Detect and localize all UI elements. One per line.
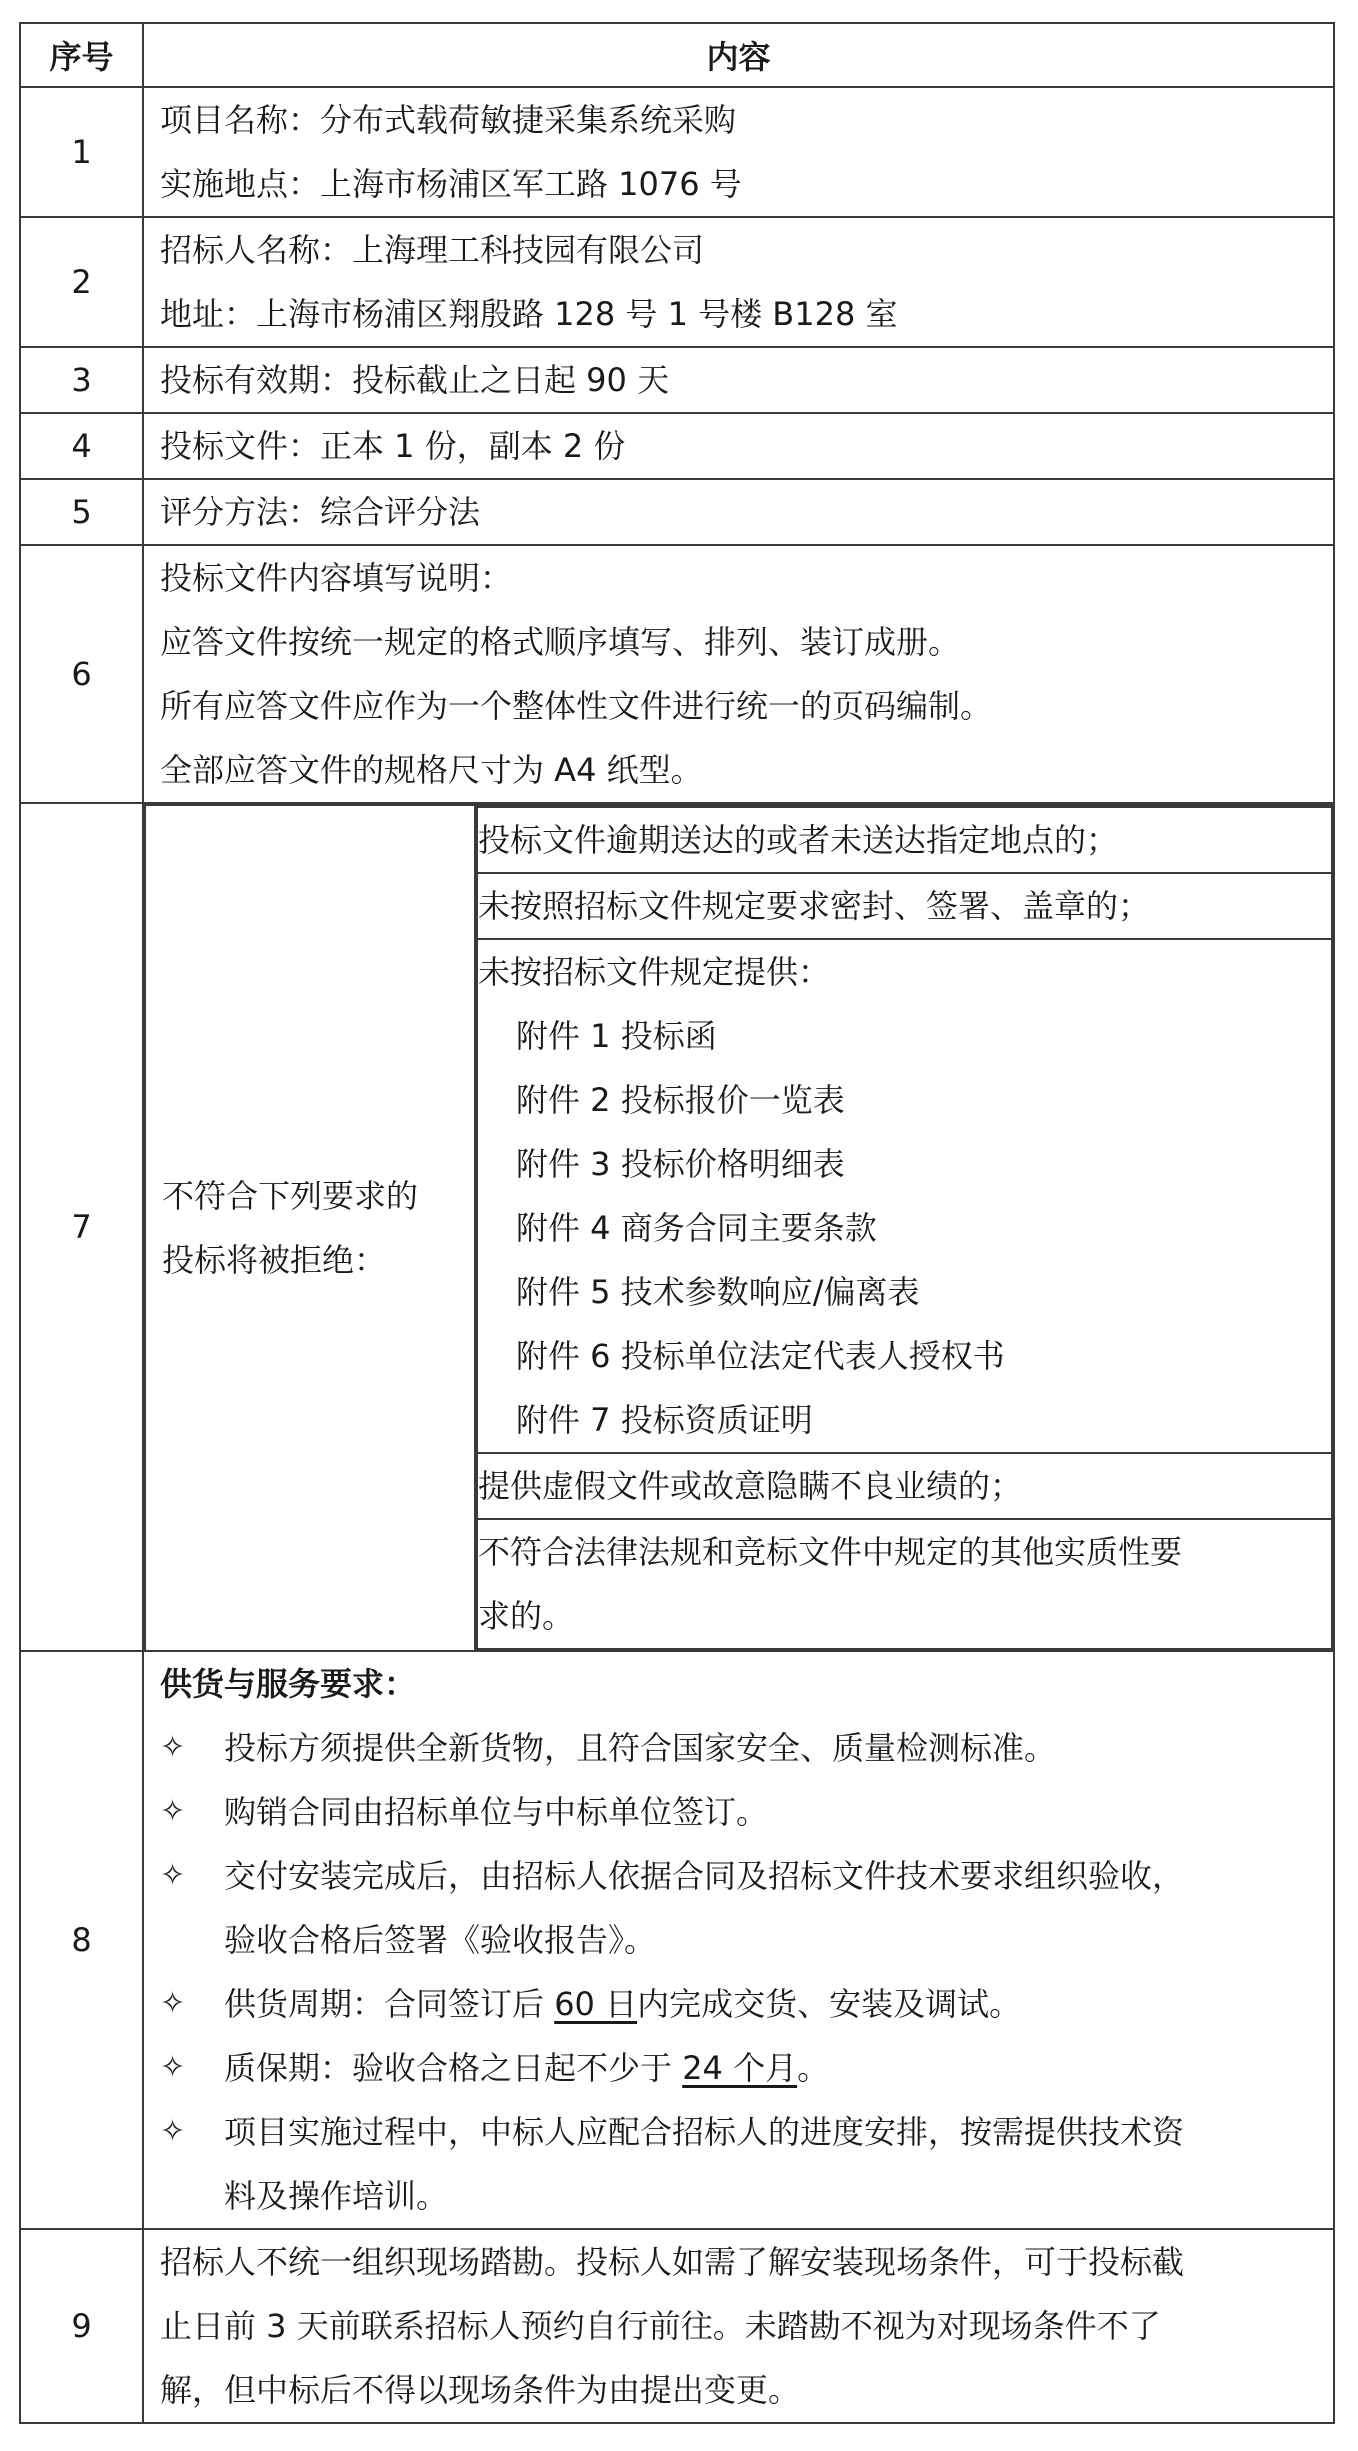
tenderer-name: 招标人名称：上海理工科技园有限公司 — [160, 231, 705, 269]
delivery-period: 60 日 — [554, 1985, 638, 2023]
service-requirements-title: 供货与服务要求： — [160, 1665, 417, 1703]
row-number: 8 — [20, 1651, 143, 2229]
instruction-line: 全部应答文件的规格尺寸为 A4 纸型。 — [160, 751, 703, 789]
bid-validity: 投标有效期：投标截止之日起 90 天 — [160, 361, 670, 399]
row-number: 9 — [20, 2229, 143, 2423]
rejection-label-line: 投标将被拒绝： — [162, 1241, 387, 1279]
rejection-item: 提供虚假文件或故意隐瞒不良业绩的； — [477, 1453, 1332, 1519]
row-number: 6 — [20, 545, 143, 803]
instruction-line: 应答文件按统一规定的格式顺序填写、排列、装订成册。 — [160, 623, 961, 661]
list-item: ✧ 购销合同由招标单位与中标单位签订。 — [160, 1780, 1333, 1844]
scoring-method: 评分方法：综合评分法 — [160, 493, 481, 531]
rejection-items — [475, 805, 1334, 1650]
instructions-title: 投标文件内容填写说明： — [160, 559, 513, 597]
attachment-item: 附件 3 投标价格明细表 — [516, 1145, 845, 1183]
header-content: 内容 — [143, 23, 1334, 87]
row-content — [143, 87, 1334, 217]
rejection-subtable — [144, 804, 1335, 1650]
project-name: 项目名称：分布式载荷敏捷采集系统采购 — [160, 101, 737, 139]
row-number: 1 — [20, 87, 143, 217]
tender-table — [19, 22, 1335, 2424]
site-visit-line: 止日前 3 天前联系招标人预约自行前往。未踏勘不视为对现场条件不了 — [160, 2307, 1161, 2345]
table-row — [20, 545, 1334, 803]
row-number: 7 — [20, 803, 143, 1651]
tenderer-address: 地址：上海市杨浦区翔殷路 128 号 1 号楼 B128 室 — [160, 295, 898, 333]
row-content — [143, 413, 1334, 479]
location: 实施地点：上海市杨浦区军工路 1076 号 — [160, 165, 742, 203]
row-number: 5 — [20, 479, 143, 545]
row-number: 2 — [20, 217, 143, 347]
site-visit-line: 解，但中标后不得以现场条件为由提出变更。 — [160, 2371, 801, 2409]
attachment-item: 附件 1 投标函 — [516, 1017, 717, 1055]
table-row — [20, 1651, 1334, 2229]
list-item: ✧ 质保期：验收合格之日起不少于 24 个月。 — [160, 2036, 1333, 2100]
attachment-item: 附件 4 商务合同主要条款 — [516, 1209, 877, 1247]
attachment-item: 附件 5 技术参数响应/偏离表 — [516, 1273, 920, 1311]
list-item: ✧ 交付安装完成后，由招标人依据合同及招标文件技术要求组织验收， 验收合格后签署《验收报告》。 — [160, 1844, 1333, 1972]
rejection-item-attachments: 未按招标文件规定提供： 附件 1 投标函 附件 2 投标报价一览表 附件 3 投标价格明细表 附件 4 商务合同主要条款 附件 5 技术参数响应/偏离表 附件 6 投标单位法定代表人授权书 附件 7 投标资质证明 — [477, 939, 1332, 1453]
row-content — [143, 217, 1334, 347]
header-no: 序号 — [20, 23, 143, 87]
rejection-label — [145, 805, 475, 1650]
rejection-item: 投标文件逾期送达的或者未送达指定地点的； — [477, 807, 1332, 873]
bid-copies: 投标文件：正本 1 份，副本 2 份 — [160, 427, 626, 465]
row-content — [143, 479, 1334, 545]
sparkle-bullet-icon: ✧ — [160, 2050, 186, 2085]
table-row — [20, 479, 1334, 545]
rejection-item: 未按照招标文件规定要求密封、签署、盖章的； — [477, 873, 1332, 939]
list-item: ✧ 投标方须提供全新货物，且符合国家安全、质量检测标准。 — [160, 1716, 1333, 1780]
row-content — [143, 347, 1334, 413]
sparkle-bullet-icon: ✧ — [160, 1730, 186, 1765]
rejection-label-line: 不符合下列要求的 — [162, 1177, 419, 1215]
attachment-item: 附件 2 投标报价一览表 — [516, 1081, 845, 1119]
table-row — [20, 2229, 1334, 2423]
list-item: ✧ 项目实施过程中，中标人应配合招标人的进度安排，按需提供技术资 料及操作培训。 — [160, 2100, 1333, 2228]
attachment-item: 附件 6 投标单位法定代表人授权书 — [516, 1337, 1005, 1375]
list-item: ✧ 供货周期：合同签订后 60 日内完成交货、安装及调试。 — [160, 1972, 1333, 2036]
sparkle-bullet-icon: ✧ — [160, 1794, 186, 1829]
row-content — [143, 803, 1334, 1651]
sparkle-bullet-icon: ✧ — [160, 2114, 186, 2149]
rejection-item: 不符合法律法规和竞标文件中规定的其他实质性要 求的。 — [477, 1519, 1332, 1649]
table-row — [20, 87, 1334, 217]
warranty-period: 24 个月 — [682, 2049, 798, 2087]
instruction-line: 所有应答文件应作为一个整体性文件进行统一的页码编制。 — [160, 687, 993, 725]
row-content — [143, 2229, 1334, 2423]
table-row — [20, 803, 1334, 1651]
sparkle-bullet-icon: ✧ — [160, 1986, 186, 2021]
table-row — [20, 413, 1334, 479]
row-number: 3 — [20, 347, 143, 413]
attachment-item: 附件 7 投标资质证明 — [516, 1401, 813, 1439]
row-content — [143, 545, 1334, 803]
site-visit-line: 招标人不统一组织现场踏勘。投标人如需了解安装现场条件，可于投标截 — [160, 2243, 1185, 2281]
sparkle-bullet-icon: ✧ — [160, 1858, 186, 1893]
row-content — [143, 1651, 1334, 2229]
header-row — [20, 23, 1334, 87]
table-row — [20, 217, 1334, 347]
row-number: 4 — [20, 413, 143, 479]
table-row — [20, 347, 1334, 413]
